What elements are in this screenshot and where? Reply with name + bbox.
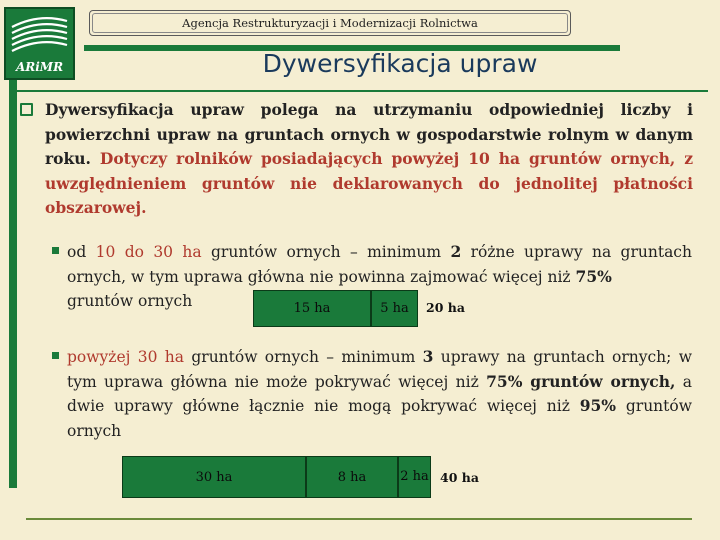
slide-title: Dywersyfikacja upraw (262, 49, 538, 78)
b2-range: powyżej 30 ha (67, 348, 185, 366)
bar1-segment-main: 15 ha (253, 290, 371, 327)
b1-range: 10 do 30 ha (95, 243, 202, 261)
intro-part1: Dywersyfikacja upraw polega na utrzymaniu odpowiedniej liczby i powierzchni upraw na gruntach ornych w gospodarstwie rolnym w danym roku. (45, 100, 693, 168)
intro-paragraph (45, 98, 693, 221)
arimr-logo (4, 7, 75, 80)
b1-text1: od (67, 243, 96, 261)
bar1-segment-second: 5 ha (371, 290, 418, 327)
agency-name: Agencja Restrukturyzacji i Modernizacji Rolnictwa (182, 16, 478, 30)
bullet-large-farms (67, 345, 692, 443)
checkbox-bullet-icon (20, 103, 33, 116)
logo-text: ARiMR (15, 60, 64, 74)
b1-pct: 75% (575, 266, 612, 286)
bar2-segment-main: 30 ha (122, 456, 306, 498)
b2-text1: gruntów ornych – minimum (184, 348, 423, 366)
square-bullet-icon (52, 352, 59, 359)
bar2-segment-third: 2 ha (398, 456, 431, 498)
bar2-total: 40 ha (440, 470, 479, 485)
bar2-segment-second: 8 ha (306, 456, 398, 498)
divider-bottom (26, 518, 692, 520)
left-accent-bar (9, 80, 17, 488)
b2-text4: gruntów ornych (67, 397, 692, 440)
divider-top (12, 90, 708, 92)
b1-min: 2 (450, 242, 462, 261)
b1-text3: różne uprawy na gruntach ornych, w tym uprawa główna nie powinna zajmować więcej niż (67, 243, 692, 286)
b2-text3: a dwie uprawy główne łącznie nie mogą pokrywać więcej niż (67, 372, 692, 415)
intro-part2: Dotyczy rolników posiadających powyżej 10 ha gruntów ornych, z uwzględnieniem gruntów nie deklarowanych do jednolitej płatności obszarowej. (45, 149, 693, 217)
bar1-total: 20 ha (426, 300, 465, 315)
b2-pct: 75% gruntów ornych, (486, 371, 676, 391)
b2-text2: uprawy na gruntach ornych; w tym uprawa główna nie może pokrywać więcej niż (67, 348, 692, 391)
square-bullet-icon (52, 247, 59, 254)
b2-min: 3 (422, 347, 434, 366)
b2-pct2: 95% (579, 396, 617, 415)
b1-text4: gruntów ornych (67, 292, 193, 310)
b1-text2: gruntów ornych – minimum (201, 243, 451, 261)
